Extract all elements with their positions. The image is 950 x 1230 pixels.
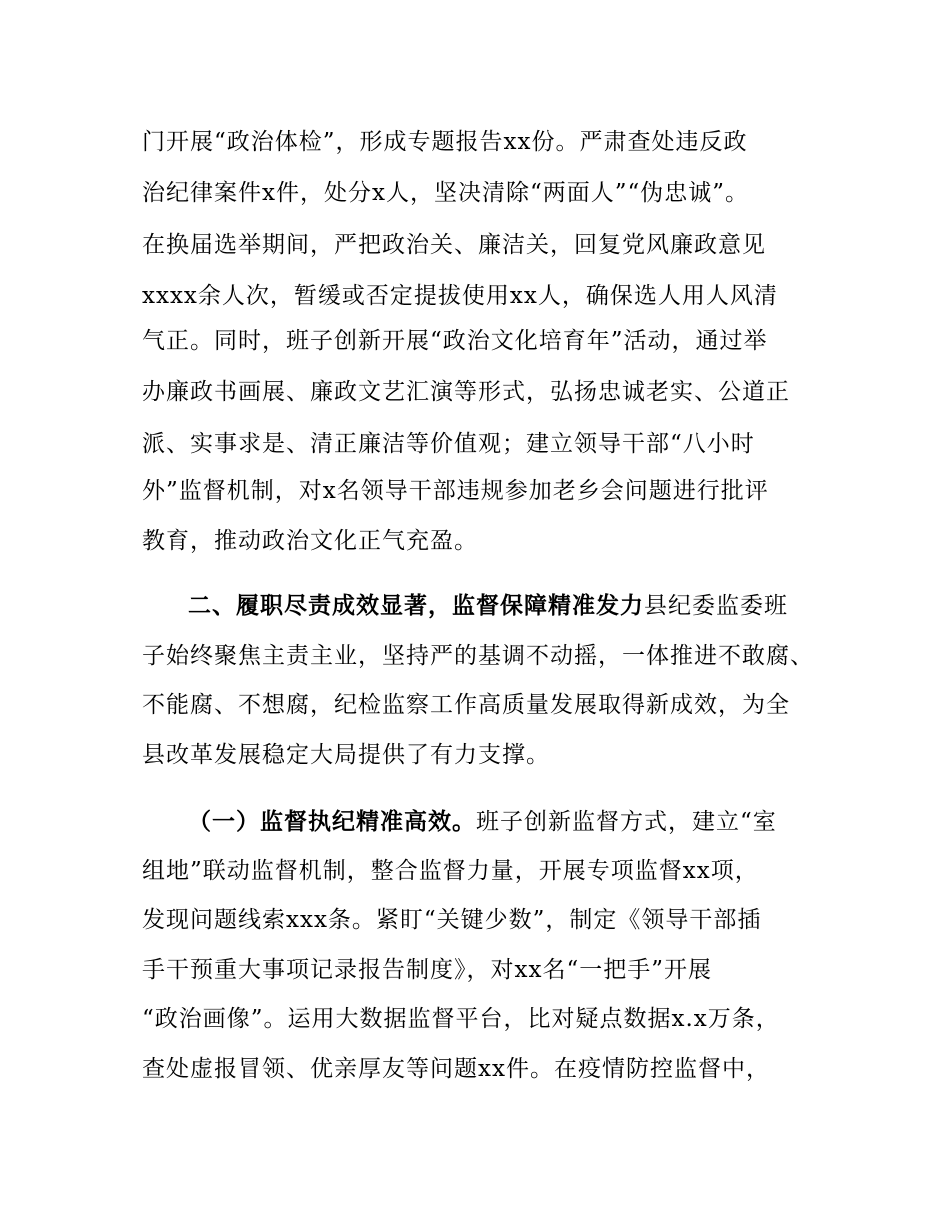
subsection-1-heading: （一）监督执纪精准高效。 [188, 809, 476, 835]
paragraph-1-line-3: 在换届选举期间，严把政治关、廉洁关，回复党风廉政意见 [142, 232, 766, 258]
section-2-first-line-text: 县纪委监委班 [644, 593, 788, 619]
subsection-1-line-4: 手干预重大事项记录报告制度》，对xx名“一把手”开展 [142, 957, 712, 983]
subsection-1-line-6: 查处虚报冒领、优亲厚友等问题xx件。在疫情防控监督中， [142, 1056, 770, 1082]
section-2-heading: 二、履职尽责成效显著，监督保障精准发力 [188, 593, 644, 619]
section-2-line-2: 子始终聚焦主责主业，坚持严的基调不动摇，一体推进不敢腐、 [142, 643, 814, 669]
paragraph-1-line-2: 治纪律案件x件，处分x人，坚决清除“两面人”“伪忠诚”。 [142, 180, 749, 206]
subsection-1-line-5: “政治画像”。运用大数据监督平台，比对疑点数据x.x万条， [142, 1006, 780, 1032]
paragraph-1-line-4: xxxx余人次，暂缓或否定提拔使用xx人，确保选人用人风清 [142, 283, 778, 309]
subsection-1-first-line-text: 班子创新监督方式，建立“室 [476, 809, 777, 835]
paragraph-1-line-5: 气正。同时，班子创新开展“政治文化培育年”活动，通过举 [142, 328, 768, 354]
section-2-line-3: 不能腐、不想腐，纪检监察工作高质量发展取得新成效，为全 [142, 692, 790, 718]
subsection-1-first-line [188, 807, 777, 837]
section-2-line-4: 县改革发展稳定大局提供了有力支撑。 [142, 742, 550, 768]
paragraph-1-line-9: 教育，推动政治文化正气充盈。 [142, 528, 478, 554]
paragraph-1-line-1: 门开展“政治体检”，形成专题报告xx份。严肃查处违反政 [142, 129, 748, 155]
paragraph-1-line-8: 外”监督机制，对x名领导干部违规参加老乡会问题进行批评 [142, 478, 769, 504]
subsection-1-line-3: 发现问题线索xxx条。紧盯“关键少数”，制定《领导干部插 [142, 907, 762, 933]
subsection-1-line-2: 组地”联动监督机制，整合监督力量，开展专项监督xx项， [142, 858, 759, 884]
paragraph-1-line-6: 办廉政书画展、廉政文艺汇演等形式，弘扬忠诚老实、公道正 [142, 379, 790, 405]
paragraph-1-line-7: 派、实事求是、清正廉洁等价值观；建立领导干部“八小时 [142, 431, 755, 457]
section-2-first-line [188, 591, 788, 621]
